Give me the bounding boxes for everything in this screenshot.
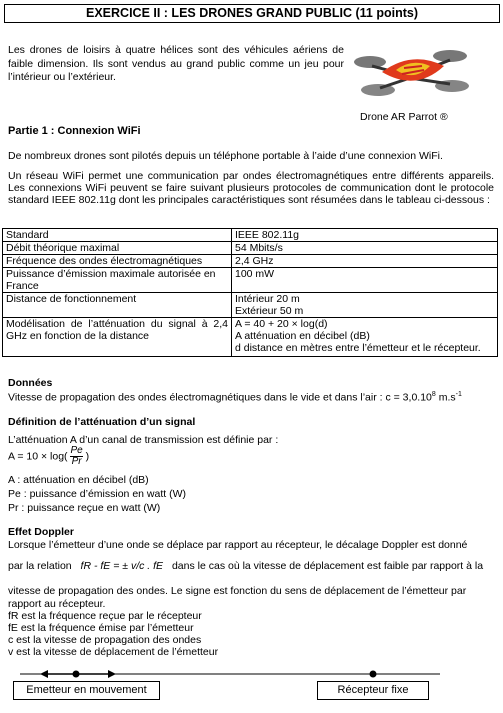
table-cell-label: Standard bbox=[3, 229, 232, 242]
arrow-right-head bbox=[108, 670, 116, 678]
table-cell-value bbox=[232, 318, 498, 357]
table-cell-line: d distance en mètres entre l’émetteur et le récepteur. bbox=[235, 342, 481, 354]
def-v: v est la vitesse de déplacement de l’émetteur bbox=[8, 646, 219, 658]
donnees-unit-exponent: -1 bbox=[455, 391, 462, 398]
attenuation-title: Définition de l’atténuation d’un signal bbox=[8, 416, 196, 428]
donnees-unit: m.s bbox=[435, 391, 456, 404]
doppler-paragraph-2 bbox=[8, 560, 496, 573]
table-cell-value bbox=[232, 293, 498, 318]
intro-paragraph: Les drones de loisirs à quatre hélices sont des véhicules aériens de faible dimension. Ils sont vendus au grand public comme un jeu pour l’intérieur ou l’extérieur. bbox=[8, 44, 344, 83]
table-cell-label: Modélisation de l’atténuation du signal à 2,4 GHz en fonction de la distance bbox=[3, 318, 232, 357]
def-A: A : atténuation en décibel (dB) bbox=[8, 474, 149, 486]
table-cell-value: 54 Mbits/s bbox=[232, 242, 498, 255]
donnees-sentence: Vitesse de propagation des ondes électromagnétiques dans le vide et dans l’air : c = 3,0.10 bbox=[8, 391, 432, 404]
donnees-title: Données bbox=[8, 377, 53, 389]
table-cell-line: A atténuation en décibel (dB) bbox=[235, 330, 370, 342]
donnees-text bbox=[8, 391, 498, 404]
drone-image bbox=[352, 36, 472, 108]
def-Pr: Pr : puissance reçue en watt (W) bbox=[8, 502, 161, 514]
table-row bbox=[3, 293, 498, 318]
receiver-dot bbox=[370, 671, 377, 678]
doppler-paragraph-1: Lorsque l’émetteur d’une onde se déplace par rapport au récepteur, le décalage Doppler est donné bbox=[8, 539, 468, 551]
part1-paragraph-2: Un réseau WiFi permet une communication par ondes électromagnétiques entre différents appareils. Les connexions WiFi peuvent se faire suivant plusieurs protocoles de communication dont le protocole standard IEEE 802.11g dont les principales caractéristiques sont résumées dans le tableau ci-dessous : bbox=[8, 170, 494, 206]
doppler-text-a: par la relation bbox=[8, 560, 72, 572]
table-cell-value: 2,4 GHz bbox=[232, 255, 498, 268]
table-cell-line: Extérieur 50 m bbox=[235, 305, 304, 317]
part1-title: Partie 1 : Connexion WiFi bbox=[8, 125, 141, 137]
def-Pe: Pe : puissance d’émission en watt (W) bbox=[8, 488, 186, 500]
formula-fraction bbox=[70, 446, 82, 467]
doppler-formula: fR - fE = ± v/c . fE bbox=[80, 560, 164, 572]
table-row bbox=[3, 242, 498, 255]
formula-left: A = 10 × log( bbox=[8, 450, 68, 463]
emitter-label: Emetteur en mouvement bbox=[13, 681, 160, 700]
attenuation-formula bbox=[8, 446, 89, 476]
table-cell-label: Distance de fonctionnement bbox=[3, 293, 232, 318]
emitter-dot bbox=[73, 671, 80, 678]
drone-illustration bbox=[354, 50, 469, 96]
table-row bbox=[3, 318, 498, 357]
formula-denominator: Pr bbox=[71, 456, 82, 467]
receiver-label: Récepteur fixe bbox=[317, 681, 429, 700]
formula-numerator: Pe bbox=[70, 445, 83, 456]
table-cell-label: Fréquence des ondes électromagnétiques bbox=[3, 255, 232, 268]
exercise-title: EXERCICE II : LES DRONES GRAND PUBLIC (11 points) bbox=[4, 4, 500, 23]
table-cell-value: IEEE 802.11g bbox=[232, 229, 498, 242]
table-row bbox=[3, 255, 498, 268]
formula-right: ) bbox=[85, 450, 90, 463]
table-cell-line: Intérieur 20 m bbox=[235, 293, 300, 305]
table-cell-label: Puissance d’émission maximale autorisée en France bbox=[3, 268, 232, 293]
table-cell-line: A = 40 + 20 × log(d) bbox=[235, 318, 328, 330]
wifi-specs-table bbox=[2, 228, 498, 357]
donnees-exponent: 8 bbox=[431, 391, 436, 398]
table-cell-value: 100 mW bbox=[232, 268, 498, 293]
doppler-paragraph-3: vitesse de propagation des ondes. Le signe est fonction du sens de déplacement de l’émetteur par rapport au récepteur. bbox=[8, 585, 467, 610]
doppler-title: Effet Doppler bbox=[8, 526, 74, 538]
def-fR: fR est la fréquence reçue par le récepteur bbox=[8, 610, 202, 622]
doppler-text-b: dans le cas où la vitesse de déplacement est faible par rapport à la bbox=[171, 560, 484, 572]
image-caption: Drone AR Parrot ® bbox=[360, 111, 448, 123]
arrow-left-head bbox=[40, 670, 48, 678]
table-cell-label: Débit théorique maximal bbox=[3, 242, 232, 255]
part1-paragraph-1: De nombreux drones sont pilotés depuis un téléphone portable à l’aide d’une connexion WiFi. bbox=[8, 150, 443, 162]
attenuation-intro: L’atténuation A d’un canal de transmission est définie par : bbox=[8, 434, 279, 446]
def-fE: fE est la fréquence émise par l’émetteur bbox=[8, 622, 194, 634]
def-c: c est la vitesse de propagation des ondes bbox=[8, 634, 202, 646]
table-row bbox=[3, 229, 498, 242]
table-row bbox=[3, 268, 498, 293]
